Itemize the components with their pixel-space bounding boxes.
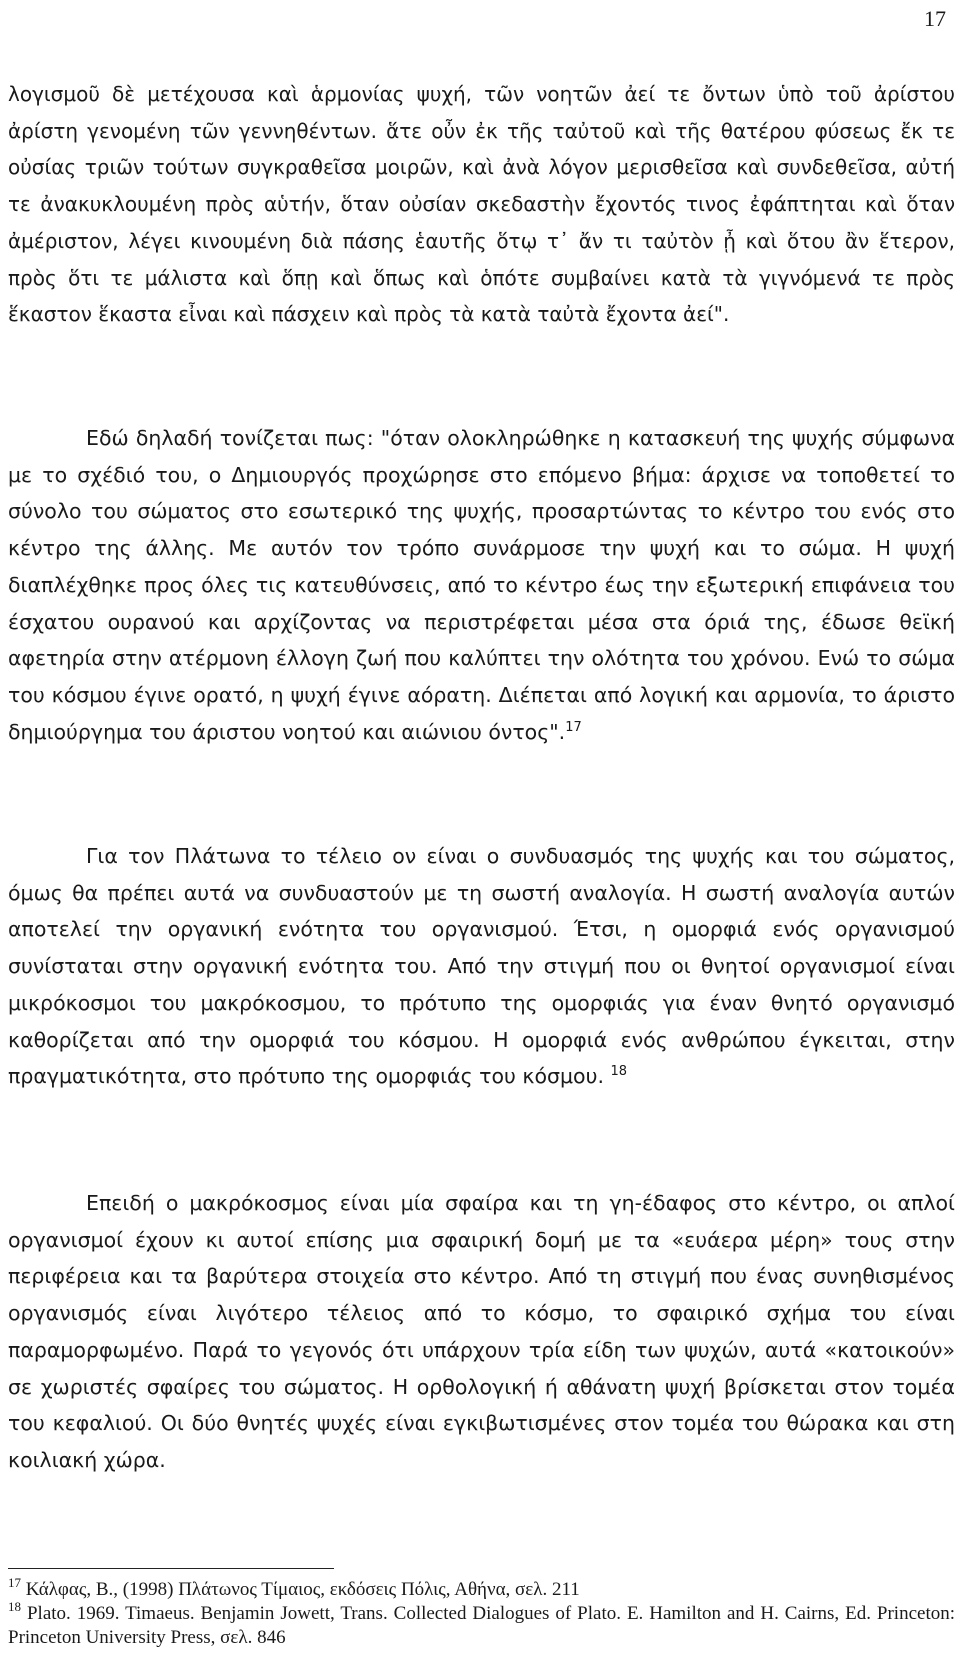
footnote-17 bbox=[8, 1575, 955, 1602]
footnote-number: 17 bbox=[8, 1575, 21, 1591]
footnote-ref-18[interactable]: 18 bbox=[610, 1064, 628, 1080]
footnotes bbox=[8, 1575, 956, 1650]
paragraph-3-text: Επειδή ο μακρόκοσμος είναι μία σφαίρα και τη γη-έδαφος στο κέντρο, οι απλοί οργανισμοί έχουν κι αυτοί επίσης μια σφαιρική δομή με τα «ευάερα μέρη» τους στην περιφέρεια και τα βαρύτερα στοιχεία στο κέντρο. Από τη στιγμή που ένας συνηθισμένος οργανισμός είναι λιγότερο τέλειος από το κόσμο, το σφαιρικό σχήμα του είναι παραμορφωμένο. Παρά το γεγονός ότι υπάρχουν τρία είδη των ψυχών, αυτά «κατοικούν» σε χωριστές σφαίρες του σώματος. Η ορθολογική ή αθάνατη ψυχή βρίσκεται στον τομέα του κεφαλιού. Οι δύο θνητές ψυχές είναι εγκιβωτισμένες στον τομέα του θώρακα και στη κοιλιακή χώρα. bbox=[8, 1191, 955, 1472]
footnote-text: Plato. 1969. Timaeus. Benjamin Jowett, Trans. Collected Dialogues of Plato. E. Hamilton and H. Cairns, Ed. Princeton: Princeton University Press, σελ. 846 bbox=[8, 1603, 956, 1648]
footnote-ref-17[interactable]: 17 bbox=[565, 719, 582, 735]
footnote-text: Κάλφας, Β., (1998) Πλάτωνος Τίμαιος, εκδόσεις Πόλις, Αθήνα, σελ. 211 bbox=[25, 1579, 580, 1600]
paragraph-2 bbox=[8, 838, 955, 1095]
paragraph-3 bbox=[8, 1185, 955, 1479]
footnote-divider bbox=[8, 1568, 334, 1569]
ancient-greek-quote bbox=[8, 76, 955, 333]
footnote-18 bbox=[8, 1599, 956, 1650]
paragraph-2-text: Για τον Πλάτωνα το τέλειο ον είναι ο συνδυασμός της ψυχής και του σώματος, όμως θα πρέπει αυτά να συνδυαστούν με τη σωστή αναλογία. Η σωστή αναλογία αυτών αποτελεί την οργανική ενότητα του οργανισμού. Έτσι, η ομορφιά ενός οργανισμού συνίσταται στην οργανική ενότητα του. Από την στιγμή που οι θνητοί οργανισμοί είναι μικρόκοσμοι του μακρόκοσμου, το πρότυπο της ομορφιάς για έναν θνητό οργανισμό καθορίζεται από την ομορφιά του κόσμου. Η ομορφιά ενός ανθρώπου έγκειται, στην πραγματικότητα, στο πρότυπο της ομορφιάς του κόσμου. bbox=[8, 844, 955, 1089]
paragraph-1-text: Εδώ δηλαδή τονίζεται πως: "όταν ολοκληρώθηκε η κατασκευή της ψυχής σύμφωνα με το σχέδιό του, ο Δημιουργός προχώρησε στο επόμενο βήμα: άρχισε να τοποθετεί το σύνολο του σώματος στο εσωτερικό της ψυχής, προσαρτώντας το κέντρο του ενός στο κέντρο της άλλης. Με αυτόν τον τρόπο συνάρμοσε την ψυχή και το σώμα. Η ψυχή διαπλέχθηκε προς όλες τις κατευθύνσεις, από το κέντρο έως την εξωτερική επιφάνεια του έσχατου ουρανού και αρχίζοντας να περιστρέφεται μέσα στα όριά της, έδωσε θεϊκή αφετηρία στην ατέρμονη έλλογη ζωή που καλύπτει την ολότητα του χρόνου. Ενώ το σώμα του κόσμου έγινε ορατό, η ψυχή έγινε αόρατη. Διέπεται από λογική και αρμονία, το άριστο δημιούργημα του άριστου νοητού και αιώνιου όντος". bbox=[8, 426, 955, 744]
page-number: 17 bbox=[924, 6, 946, 31]
ancient-quote-text: λογισμοῦ δὲ μετέχουσα καὶ ἁρμονίας ψυχή, τῶν νοητῶν ἀεί τε ὄντων ὑπὸ τοῦ ἀρίστου ἀρίστη γενομένη τῶν γεννηθέντων. ἅτε οὖν ἐκ τῆς ταὐτοῦ καὶ τῆς θατέρου φύσεως ἔκ τε οὐσίας τριῶν τούτων συγκραθεῖσα μοιρῶν, καὶ ἀνὰ λόγον μερισθεῖσα καὶ συνδεθεῖσα, αὐτή τε ἀνακυκλουμένη πρὸς αὑτήν, ὅταν οὐσίαν σκεδαστὴν ἔχοντός τινος ἐφάπτηται καὶ ὅταν ἀμέριστον, λέγει κινουμένη διὰ πάσης ἑαυτῆς ὅτῳ τ᾽ ἄν τι ταὐτὸν ᾖ καὶ ὅτου ἂν ἕτερον, πρὸς ὅτι τε μάλιστα καὶ ὅπῃ καὶ ὅπως καὶ ὁπότε συμβαίνει κατὰ τὰ γιγνόμενά τε πρὸς ἕκαστον ἕκαστα εἶναι καὶ πάσχειν καὶ πρὸς τὰ κατὰ ταὐτὰ ἔχοντα ἀεί". bbox=[8, 82, 955, 327]
paragraph-1 bbox=[8, 420, 955, 750]
footnote-number: 18 bbox=[8, 1599, 21, 1615]
